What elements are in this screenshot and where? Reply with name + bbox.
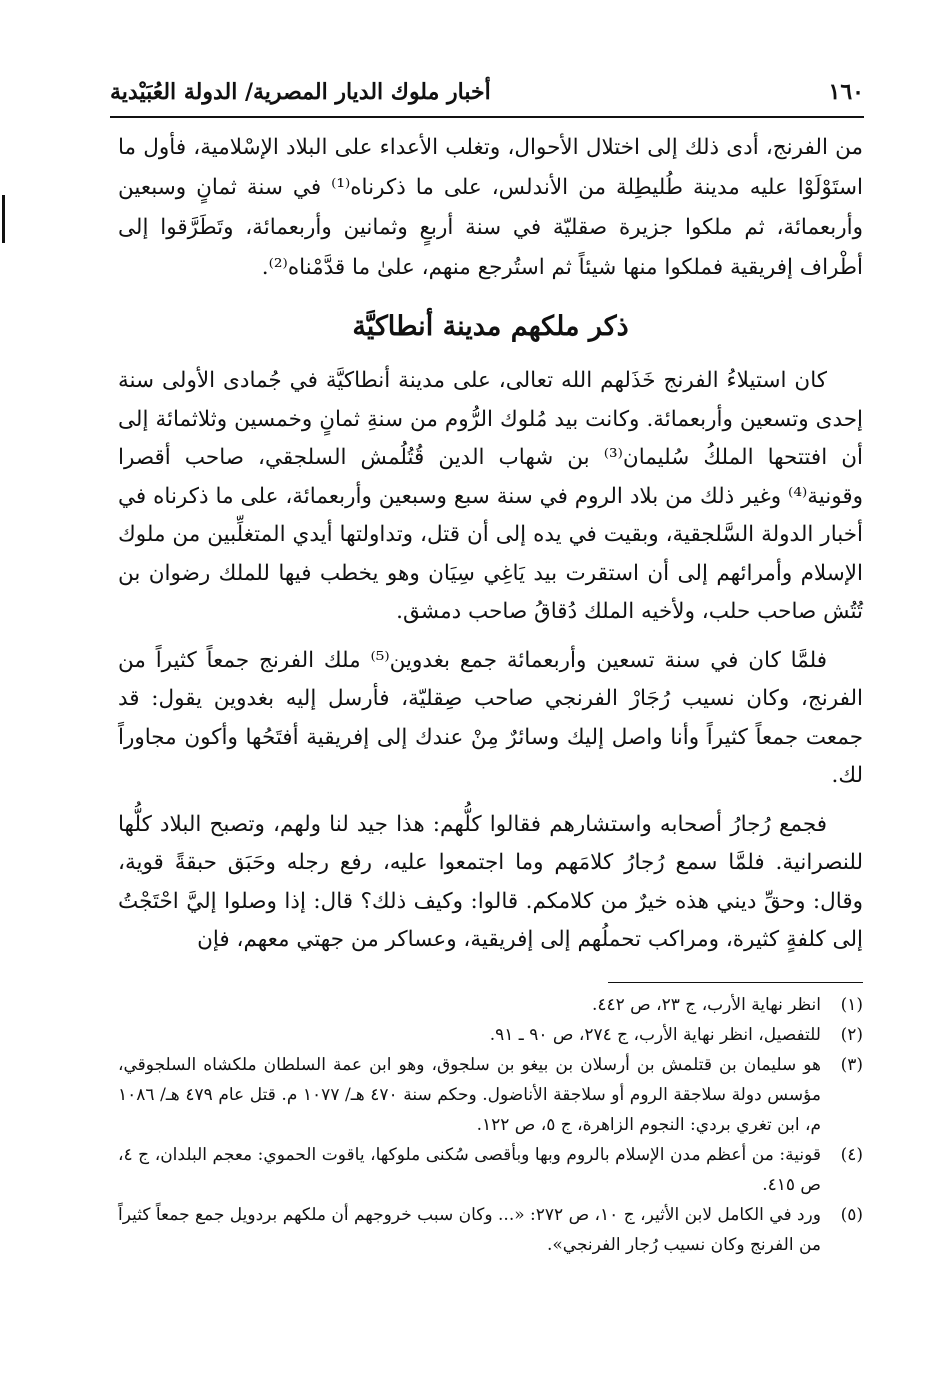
section-body: [118, 362, 863, 970]
running-title: أخبار ملوك الديار المصرية/ الدولة العُبَيْدية: [110, 79, 491, 105]
footnote-text: قونية: من أعظم مدن الإسلام بالروم وبها وبأقصى سُكنى ملوكها، ياقوت الحموي: معجم البلدان، ج ٤، ص ٤١٥.: [118, 1145, 821, 1195]
paragraph: فجمع رُجارُ أصحابه واستشارهم فقالوا كلُّهم: هذا جيد لنا ولهم، وتصبح البلاد كلُّها للنصرانية. فلمَّا سمع رُجارُ كلامَهم وما اجتمعوا عليه، رفع رجله وحَبَق حبقةً قوية، وقال: وحقِّ ديني هذه خيرٌ من كلامكم. قالوا: وكيف ذلك؟ قال: إذا وصلوا إليَّ احْتَجْتُ إلى كلفةٍ كثيرة، ومراكب تحملُهم إلى إفريقية، وعساكر من جهتي معهم، فإن: [118, 811, 863, 952]
footnote-text: ورد في الكامل لابن الأثير، ج ١٠، ص ٢٧٢: «... وكان سبب خروجهم أن ملكهم بردويل جمع جمعاً كثيراً من الفرنج وكان نسيب رُجار الفرنجي».: [118, 1205, 821, 1255]
section-heading: ذكر ملكهم مدينة أنطاكيَّة: [352, 311, 629, 342]
footnote-number: (١): [840, 995, 863, 1015]
margin-mark: [2, 195, 5, 243]
page-number: ١٦٠: [828, 79, 864, 105]
footnote-text: للتفصيل، انظر نهاية الأرب، ج ٢٧٤، ص ٩٠ ـ ٩١.: [489, 1025, 821, 1045]
footnote-rule: [608, 982, 863, 983]
page-header: [110, 72, 864, 112]
footnote-item: [118, 990, 863, 1020]
footnote-item: [118, 1020, 863, 1050]
footnotes: [118, 990, 863, 1260]
footnote-item: [118, 1140, 863, 1200]
footnote-item: [118, 1200, 863, 1260]
paragraph: فلمَّا كان في سنة تسعين وأربعمائة جمع بغدوين⁽⁵⁾ ملك الفرنج جمعاً كثيراً من الفرنج، وكان نسيب رُجَارْ الفرنجي صاحب صِقليّة، فأرسل إليه بغدوين يقول: قد جمعت جمعاً كثيراً وأنا واصل إليك وسائرٌ مِنْ عندك إلى إفريقية أفتَحُها وأكون مجاوراً لك.: [118, 647, 863, 788]
footnote-item: [118, 1050, 863, 1140]
footnote-number: (٢): [840, 1025, 863, 1045]
paragraph: كان استيلاءُ الفرنج خَذَلهم الله تعالى، على مدينة أنطاكيَّة في جُمادى الأولى سنة إحدى وتسعين وأربعمائة. وكانت بيد مُلوك الرُّوم من سنةِ ثمانٍ وخمسين وثلاثمائة إلى أن افتتحها الملكُ سُليمان⁽³⁾ بن شهاب الدين قُتُلُمش السلجقي، صاحب أقصرا وقونية⁽⁴⁾ وغير ذلك من بلاد الروم في سنة سبع وسبعين وأربعمائة، على ما ذكرناه في أخبار الدولة السَّلجقية، وبقيت في يده إلى أن قتل، وتداولتها أيدي المتغلِّبين من ملوك الإسلام وأمرائهم إلى أن استقرت بيد يَاغِي سِيَان وهو يخطب فيها للملك رضوان بن تُتُش صاحب حلب، ولأخيه الملك دُقاقُ صاحب دمشق.: [118, 368, 863, 624]
footnote-number: (٣): [840, 1055, 863, 1075]
intro-paragraph: من الفرنج، أدى ذلك إلى اختلال الأحوال، وتغلب الأعداء على البلاد الإسْلامية، فأول ما استَوْلَوْا عليه مدينة طُليطِلة من الأندلس، على ما ذكرناه⁽¹⁾ في سنة ثمانٍ وسبعين وأربعمائة، ثم ملكوا جزيرة صقليّة في سنة أربعٍ وثمانين وأربعمائة، وتَطَرَّقوا إلى أطْراف إفريقية فملكوا منها شيئاً ثم استُرجع منهم، علىٰ ما قدَّمْناه⁽²⁾.: [118, 135, 863, 280]
intro-text: [118, 128, 863, 288]
footnote-text: انظر نهاية الأرب، ج ٢٣، ص ٤٤٢.: [591, 995, 821, 1015]
header-rule: [110, 116, 864, 118]
footnote-number: (٤): [840, 1145, 863, 1165]
footnote-text: هو سليمان بن قتلمش بن أرسلان بن بيغو بن سلجوق، وهو ابن عمة السلطان ملكشاه السلجوقي، مؤسس دولة سلاجقة الروم أو سلاجقة الأناضول. وحكم سنة ٤٧٠ هـ/ ١٠٧٧ م. قتل عام ٤٧٩ هـ/ ١٠٨٦ م، ابن تغري بردي: النجوم الزاهرة، ج ٥، ص ١٢٢.: [118, 1055, 822, 1135]
footnote-number: (٥): [840, 1205, 863, 1225]
